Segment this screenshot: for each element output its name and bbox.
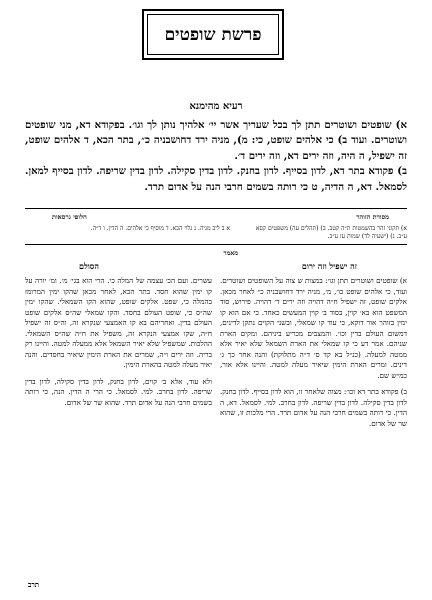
main-text <box>25 118 407 195</box>
left-column-heading: הסולם <box>79 261 99 271</box>
notes-left: א ב ליב מניה. ג גלוי הכא. ד מוסיף כי אלהים. ה הדין. ו ד״ה. <box>90 225 230 232</box>
notes-right: א) תקוני זהר בהשמטות ת״ה קטב. ב) (תהלים עה) משפטים קסא ע״ב. ג) (ישעיה לד) שמות עז ע״ב. <box>255 225 407 240</box>
maamar-label: מאמר <box>223 250 238 257</box>
separator-middle <box>25 244 407 245</box>
separator-top <box>25 208 407 209</box>
main-paragraph-2: ב) פקודא בתר דא, לדון בסייף. לדון בחנק. לדון בדין סקילה. לדון בדין שריפה. לדון בסייף למאן. לסמאל. דא, ה הדיה, ט כי רותה בשמים חרבי הנה על אדום תרד. <box>25 165 407 193</box>
main-paragraph-1: א) שופטים ושוטרים תתן לך בכל שעריך אשר יי׳ אלהיך נותן לך וגו׳. בפקודא דא, מני שופטים ושוטרים. ועוד ב) כי אלהים שופט, כי: מ), מניה ירד דחושבניה כ״, בתר הכא, ד אלהים שופט, זה ישפיל, ה היה, וזה ירים דא, וזה ירים ד׳. <box>25 119 407 162</box>
parsha-title-box <box>142 9 284 60</box>
notes-right-heading: מסורת הזוהר <box>356 213 389 221</box>
page-number: תרב <box>28 580 40 589</box>
commentary-right-column <box>220 276 407 429</box>
commentary-left-bottom: ולא עוד, אלא ב׳ קוים, לדון בחנק, לדון בדין סקילה, לדון בדין שריפה. לדון בחרב. למי. לסמאל. כי הרי ה הדין. הנה, כי רותה בשמים חרבי הנה על אדום תרד. שהוא שר של אדום. <box>25 376 212 407</box>
commentary-right-bottom: ב) פקודא בתר דא וכו׳: מצוה שלאחר זו, הוא לדון בסייף. לדון בחנק. לדון בדין סקילה. לדון בדין שריפה. לדון בחרב. למי. לסמאל. דא, ה הדין. כי רותה בשמים חרבי הנה על אדום תרד. הרי מלכות זו, שהוא שר של אדום. <box>220 387 407 428</box>
commentary-right-paragraph: א) שופטים ושוטרים תתן וגו׳: במצות ש צוה על השופטים ושוטרים. ועוד, כי אלהים שופט כו׳, מ׳, מניה ירד דחושבניה כ״ לאחר מכאן. אלקים שופט, זה ישפיל ח״ה דהויה וזה ירים ד׳ דהויה. פירוש, סוד המשפט הוא בא׳ קוין, בסוד ב׳ קוין המעשים כאחד. כי אם הוא קו ימין בזוהר אור דוקא, כי עוד קו שמאלי, ובשני הקוים נתקן לדינים, דמשום העולם בדין וכו׳. והמצבים מכריע ביניהם. ומקים הארת שניהם. אמר דע כי קו שמאלי את הארת השמאל שלא יאיר אלא ממטה למעלה. (כנ״ל בא קד ס׳ ד״ה מתלוקת) והנה אחר כך ג׳ דינים. ומרים הארת הימין שיאיר מעלה למטה. והיינו אלא אור, כמ״ש שם. <box>220 276 407 380</box>
commentary-left-paragraph: עשרים. ועם הכ׳ עצמה של המלה כי. הרי הוא בגי׳ מ׳. ומ׳ יורה על קו ימין שהוא חסד. בתר הכא, לאחר מכאן שהקו ימין המרומז בהמלה כי, שפט. אלקים שופט, שהוא הקו השמאלי. שהקו ימין שה״ס כי, שופט העולם בחסד. והקו שמאלי שה״ס אלקים שופט העולם בדין. ואחריהם בא קו האמצעי שנקרא זה, וה״ס זה ישפיל ח״ה, שקו אמצעי הנקרא זה, משפיל את ח״ה שה״ס השמאלי. ההלכות. שמשפיל שלא יאיר השמאל אלא ממעלה למטה. והיינו רק בריה. וזה ירים ו״ה, שמרים את הארת הימין שיאיר בחסדים. והנה יאיר מעלה למטה בהארת הימין. <box>25 276 212 369</box>
parsha-title: פרשת שופטים <box>164 24 262 45</box>
notes-left-heading: חלופי גרסאות <box>52 213 87 221</box>
right-column-heading: זה ישפיל וזה ירום <box>301 261 357 271</box>
section-title: רעיא מהימנא <box>189 101 243 112</box>
commentary-left-column <box>25 276 212 408</box>
